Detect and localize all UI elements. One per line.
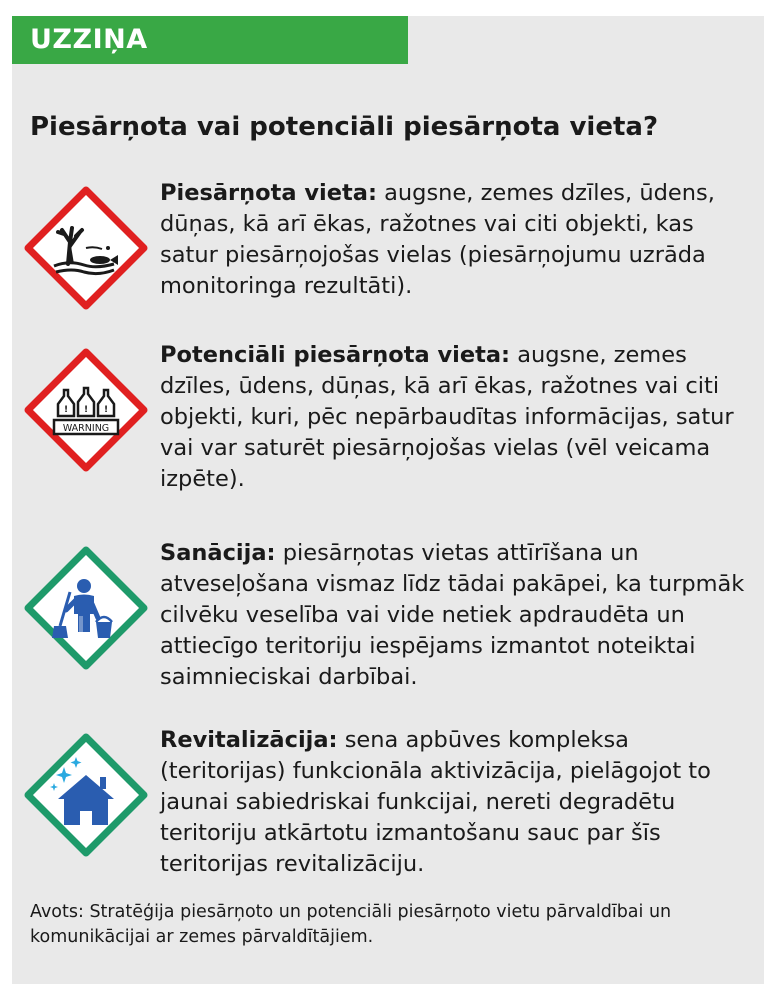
entry-term: Sanācija: xyxy=(160,540,276,566)
svg-text:!: ! xyxy=(103,405,109,415)
source-note: Avots: Stratēģija piesārņoto un potenciāli piesārņoto vietu pārvaldībai un komunikācijai ar zemes pārvaldītājiem. xyxy=(30,902,672,947)
entry-term: Revitalizācija: xyxy=(160,727,338,753)
entry-polluted-site xyxy=(160,178,748,302)
section-tag-label: UZZIŅA xyxy=(30,24,148,55)
entry-potentially-polluted-site xyxy=(160,340,748,495)
entry-term: Piesārņota vieta: xyxy=(160,180,377,206)
entry-definition: augsne, zemes dzīles, ūdens, dūņas, kā arī ēkas, ražotnes vai citi objekti, kuri, pēc nepārbaudītas informācijas, satur vai var saturēt piesārņojošas vielas (vēl veicama izpēte). xyxy=(160,342,734,492)
entry-remediation xyxy=(160,538,748,693)
cleaning-person-icon xyxy=(24,546,148,670)
entry-term: Potenciāli piesārņota vieta: xyxy=(160,342,511,368)
warning-label: WARNING xyxy=(62,423,110,434)
svg-text:!: ! xyxy=(83,405,89,415)
warning-bottles-icon xyxy=(24,348,148,472)
environment-hazard-icon xyxy=(24,186,148,310)
section-tag xyxy=(12,16,408,64)
infobox-title: Piesārņota vai potenciāli piesārņota vieta? xyxy=(30,112,659,142)
entry-revitalization xyxy=(160,725,748,880)
entry-definition: sena apbūves kompleksa (teritorijas) funkcionāla aktivizācija, pielāgojot to jaunai sabiedriskai funkcijai, nereti degradētu teritoriju atkārtotu izmantošanu sauc par šīs teritorijas revitalizāciju. xyxy=(160,727,711,877)
entry-definition: piesārņotas vietas attīrīšana un atveseļošana vismaz līdz tādai pakāpei, ka turpmāk cilvēku veselība vai vide netiek apdraudēta un attiecīgo teritoriju iespējams izmantot noteiktai saimnieciskai darbībai. xyxy=(160,540,745,690)
svg-text:!: ! xyxy=(63,405,69,415)
sparkling-house-icon xyxy=(24,733,148,857)
entry-definition: augsne, zemes dzīles, ūdens, dūņas, kā arī ēkas, ražotnes vai citi objekti, kas satur piesārņojošas vielas (piesārņojumu uzrāda monitoringa rezultāti). xyxy=(160,180,715,299)
